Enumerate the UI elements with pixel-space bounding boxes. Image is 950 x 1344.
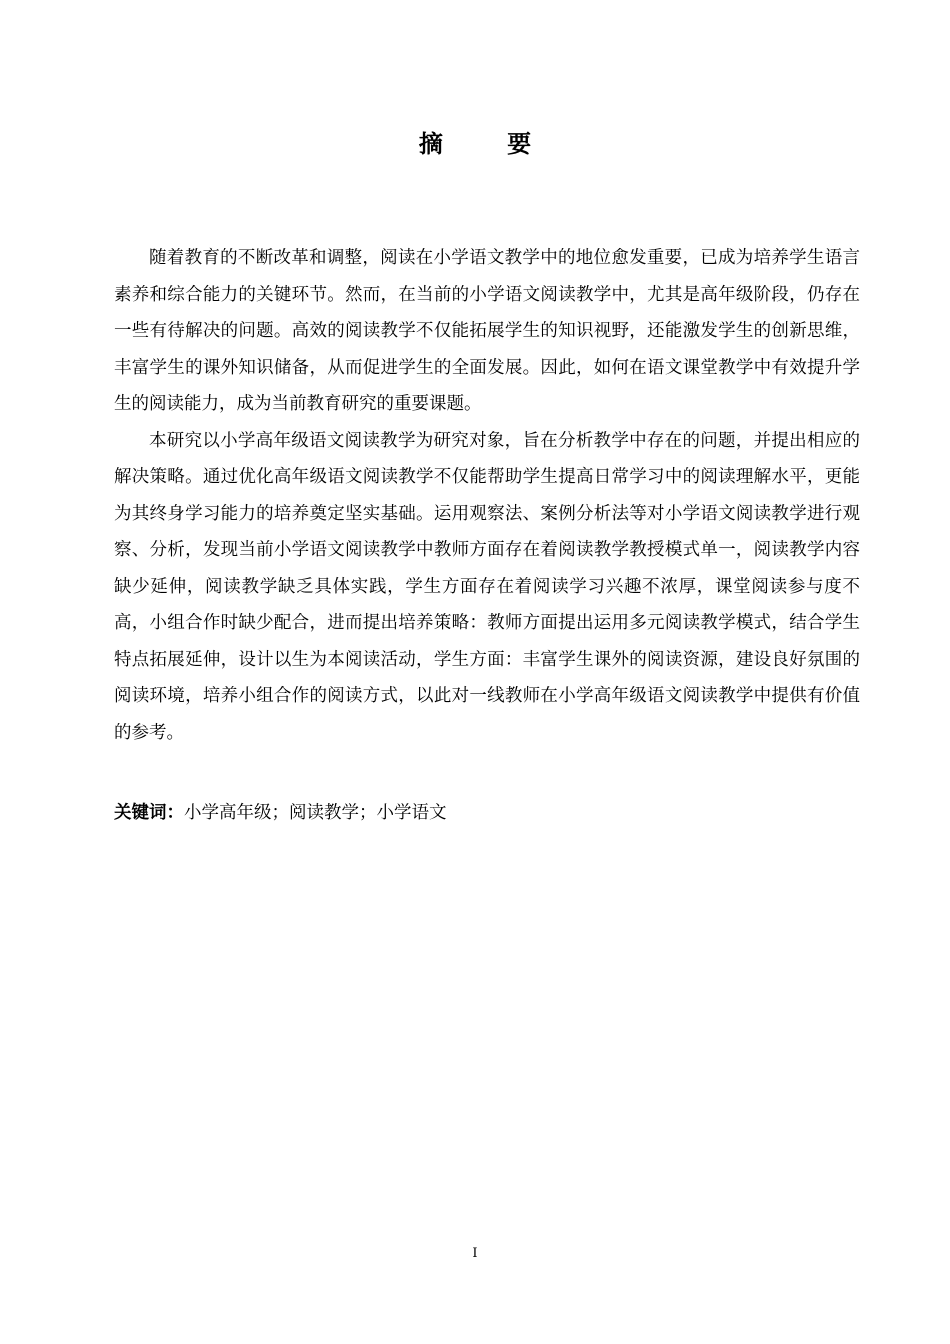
keywords-label: 关键词： <box>114 803 184 823</box>
keywords-line <box>114 795 860 831</box>
abstract-body <box>114 240 860 751</box>
keywords-value: 小学高年级；阅读教学；小学语文 <box>184 803 447 823</box>
page-number: I <box>472 1246 478 1261</box>
abstract-paragraph-1: 随着教育的不断改革和调整，阅读在小学语文教学中的地位愈发重要，已成为培养学生语言素养和综合能力的关键环节。然而，在当前的小学语文阅读教学中，尤其是高年级阶段，仍存在一些有待解决的问题。高效的阅读教学不仅能拓展学生的知识视野，还能激发学生的创新思维，丰富学生的课外知识储备，从而促进学生的全面发展。因此，如何在语文课堂教学中有效提升学生的阅读能力，成为当前教育研究的重要课题。 <box>114 248 860 414</box>
page-title: 摘 要 <box>418 130 560 158</box>
abstract-paragraph-2: 本研究以小学高年级语文阅读教学为研究对象，旨在分析教学中存在的问题，并提出相应的解决策略。通过优化高年级语文阅读教学不仅能帮助学生提高日常学习中的阅读理解水平，更能为其终身学习能力的培养奠定坚实基础。运用观察法、案例分析法等对小学语文阅读教学进行观察、分析，发现当前小学语文阅读教学中教师方面存在着阅读教学教授模式单一，阅读教学内容缺少延伸，阅读教学缺乏具体实践，学生方面存在着阅读学习兴趣不浓厚，课堂阅读参与度不高，小组合作时缺少配合，进而提出培养策略：教师方面提出运用多元阅读教学模式，结合学生特点拓展延伸，设计以生为本阅读活动，学生方面：丰富学生课外的阅读资源，建设良好氛围的阅读环境，培养小组合作的阅读方式，以此对一线教师在小学高年级语文阅读教学中提供有价值的参考。 <box>114 430 860 743</box>
